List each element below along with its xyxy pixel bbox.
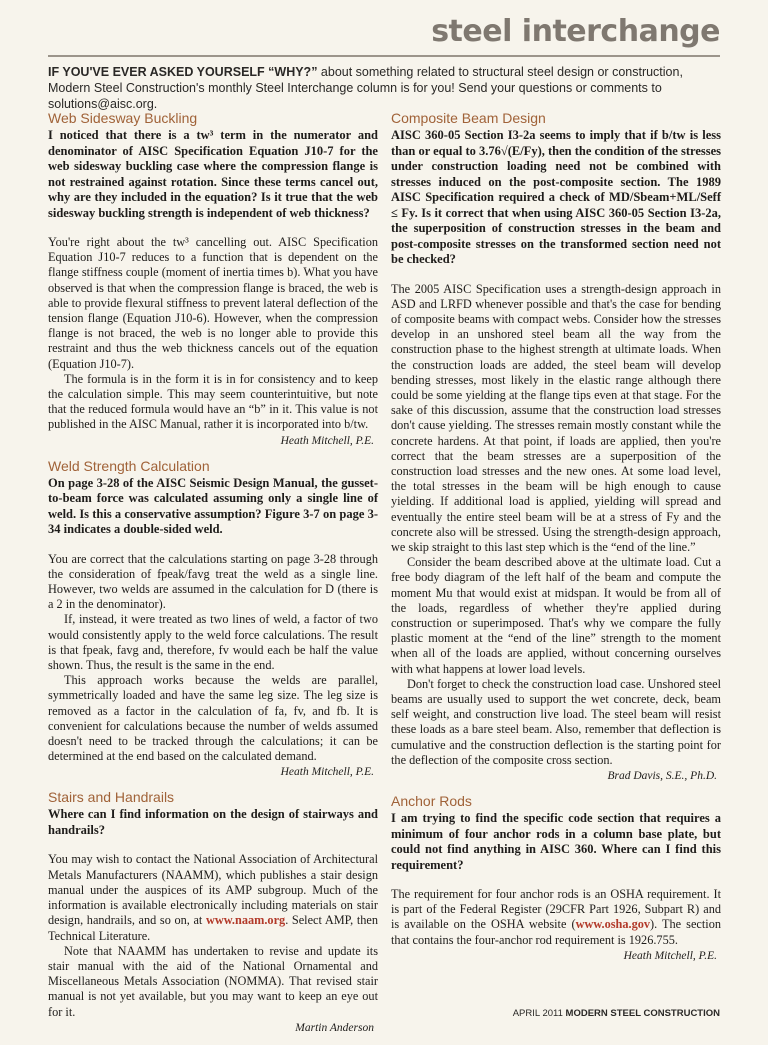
section-title-stairs: Stairs and Handrails	[48, 789, 175, 806]
section-title-web-sidesway: Web Sidesway Buckling	[48, 110, 198, 126]
answer-weld-strength-p1: You are correct that the calculations starting on page 3-28 through the consideration of fpeak/favg treat the weld as a single line. However, two welds are assumed in the calculation for D (there is a 2 in the denominator).	[48, 551, 378, 612]
signature-composite-beam: Brad Davis, S.E., Ph.D.	[607, 770, 717, 782]
right-column	[391, 110, 721, 973]
section-title-weld-strength: Weld Strength Calculation	[48, 457, 210, 474]
answer-composite-beam-p2: Consider the beam described above at the ultimate load. Cut a free body diagram of the left half of the beam and compute the moment Mu that would exist at midspan. It would be from all of the loads, regardless of whether they're applied during construction or superimposed. That's why we compare the fully plastic moment at the “end of the line” strength to the moment when all of the loads are applied, without concerning ourselves with what happens at lower load levels.	[391, 555, 721, 676]
naam-link[interactable]: www.naam.org	[205, 913, 286, 928]
section-title-composite-beam: Composite Beam Design	[391, 110, 546, 126]
footer-date: APRIL 2011	[512, 1008, 563, 1019]
answer-stairs-p1-b: . Select AMP, then Technical Literature.	[48, 913, 378, 943]
signature-web-sidesway: Heath Mitchell, P.E.	[280, 434, 374, 447]
signature-stairs: Martin Anderson	[295, 1021, 374, 1034]
intro-paragraph	[48, 64, 720, 112]
intro-text: about something related to structural steel design or construction, Modern Steel Construction's monthly Steel Interchange column is for you! Send your questions or comments to solutions@aisc.org.	[48, 65, 683, 111]
left-column	[48, 110, 378, 1045]
answer-anchor-rods-p1	[391, 887, 721, 948]
answer-anchor-rods-p1-a: The requirement for four anchor rods is an OSHA requirement. It is part of the Federal Register (29CFR Part 1926, Subpart R) and is available on the OSHA website (	[391, 887, 721, 932]
answer-web-sidesway-p1: You're right about the tw³ cancelling out. AISC Specification Equation J10-7 reduces to a function that is dependent on the flange stiffness couple (moment of inertia times b). What you have observed is that when the compression flange is braced, the web is able to provide flexural stiffness to prevent lateral deflection of the tension flange (Equation J10-6). However, when the compression flange is not braced, the web is no longer able to provide this restraint and thus the web thickness cancels out of the equation (Equation J10-7).	[48, 235, 378, 371]
answer-composite-beam-p1: The 2005 AISC Specification uses a strength-design approach in ASD and LRFD whenever possible and that's the case for bending of composite beams with compact webs. Consider how the stresses develop in an unshored steel beam all the way from the construction phase to the highest strength at ultimate loads. When the construction loads are added, the steel beam will develop bending stresses, most likely in the elastic range although there could be some yielding at the flange tips even at that stage. For the sake of this discussion, assume that the construction load stresses don't cause yielding. The stresses remain mostly constant while the concrete hardens. At that point, if loads are applied, then you're correct that the beam stresses are a superposition of the construction load stresses and the new ones. At some load level, the total stresses in the beam will be high enough to cause yielding. If additional load is applied, yielding will spread and eventually the entire steel beam will be at a stress of Fy and the concrete also will be stressed. Using the strength-design approach, we skip straight to this last step which is the “end of the line.”	[391, 281, 721, 554]
question-web-sidesway: I noticed that there is a tw³ term in the numerator and denominator of AISC Specification Equation J10-7 for the web sidesway buckling case where the compression flange is not restrained against rotation. Since these terms cancel out, why are they included in the equation? Is it true that the web sidesway buckling strength is independent of web thickness?	[48, 128, 378, 220]
column-masthead: steel interchange	[431, 14, 720, 49]
section-title-anchor-rods: Anchor Rods	[391, 793, 472, 809]
page-footer	[513, 1008, 720, 1019]
answer-anchor-rods-p1-b: ). The section that contains the four-anchor rod requirement is 1926.755.	[391, 917, 722, 947]
question-stairs: Where can I find information on the design of stairways and handrails?	[48, 807, 378, 837]
answer-weld-strength-p2: If, instead, it were treated as two lines of weld, a factor of two would consistently apply to the weld force calculations. The result is that fpeak, favg and, therefore, fv would each be half the value shown. Thus, the result is the same in the end.	[48, 612, 378, 673]
signature-anchor-rods: Heath Mitchell, P.E.	[623, 949, 717, 962]
answer-composite-beam-p3: Don't forget to check the construction load case. Unshored steel beams are usually used to support the wet concrete, deck, beam self weight, and construction live load. The steel beam will resist these loads as a bare steel beam. Also, remember that deflection is cumulative and the construction deflection is the starting point for the deflection of the composite cross section.	[391, 676, 721, 767]
answer-web-sidesway-p2: The formula is in the form it is in for consistency and to keep the calculation simple. This may seem counterintuitive, but note that the reduced formula would have an “b” in it. This value is not published in the AISC Manual, rather it is incorporated into b/tw.	[48, 371, 378, 432]
signature-weld-strength: Heath Mitchell, P.E.	[280, 766, 374, 779]
question-composite-beam: AISC 360-05 Section I3-2a seems to imply that if b/tw is less than or equal to 3.76√(E/Fy), then the condition of the stresses under construction loading need not be combined with stresses induced on the post-composite section. The 1989 AISC Specification required a check of MD/Sbeam+ML/Seff ≤ Fy. Is it correct that when using AISC 360-05 Section I3-2a, the superposition of construction stresses in the beam and post-composite stresses on the transformed section need not be checked?	[391, 128, 722, 266]
question-weld-strength: On page 3-28 of the AISC Seismic Design Manual, the gusset-to-beam force was calculated assuming only a single line of weld. Is this a conservative assumption? Figure 3-7 on page 3-34 indicates a double-sided weld.	[48, 475, 378, 537]
footer-publication: MODERN STEEL CONSTRUCTION	[565, 1008, 720, 1019]
intro-caps: IF YOU'VE EVER ASKED YOURSELF “WHY?”	[48, 65, 318, 79]
question-anchor-rods: I am trying to find the specific code section that requires a minimum of four anchor rods in a column base plate, but could not find anything in AISC 360. Where can I find this requirement?	[391, 811, 721, 872]
osha-link[interactable]: www.osha.gov	[575, 917, 651, 932]
answer-weld-strength-p3: This approach works because the welds are parallel, symmetrically loaded and have the same leg size. The leg size is removed as a factor in the calculation of fa, fv, and fb. It is convenient for calculations because the number of welds assumed doesn't need to be tracked through the calculations; it can be determined at the end based on the calculated demand.	[48, 673, 378, 764]
answer-stairs-p2: Note that NAAMM has undertaken to revise and update its stair manual with the aid of the National Ornamental and Miscellaneous Metals Association (NOMMA). That revised stair manual is not yet available, but you may want to keep an eye out for it.	[48, 943, 378, 1019]
answer-stairs-p1	[48, 852, 378, 943]
answer-stairs-p1-a: You may wish to contact the National Association of Architectural Metals Manufacturers (NAAMM), which publishes a stair design manual under the auspices of its AMP subgroup. Much of the information is available electronically including materials on stair design, handrails, and so on, at	[48, 852, 378, 928]
header-rule	[48, 55, 720, 57]
